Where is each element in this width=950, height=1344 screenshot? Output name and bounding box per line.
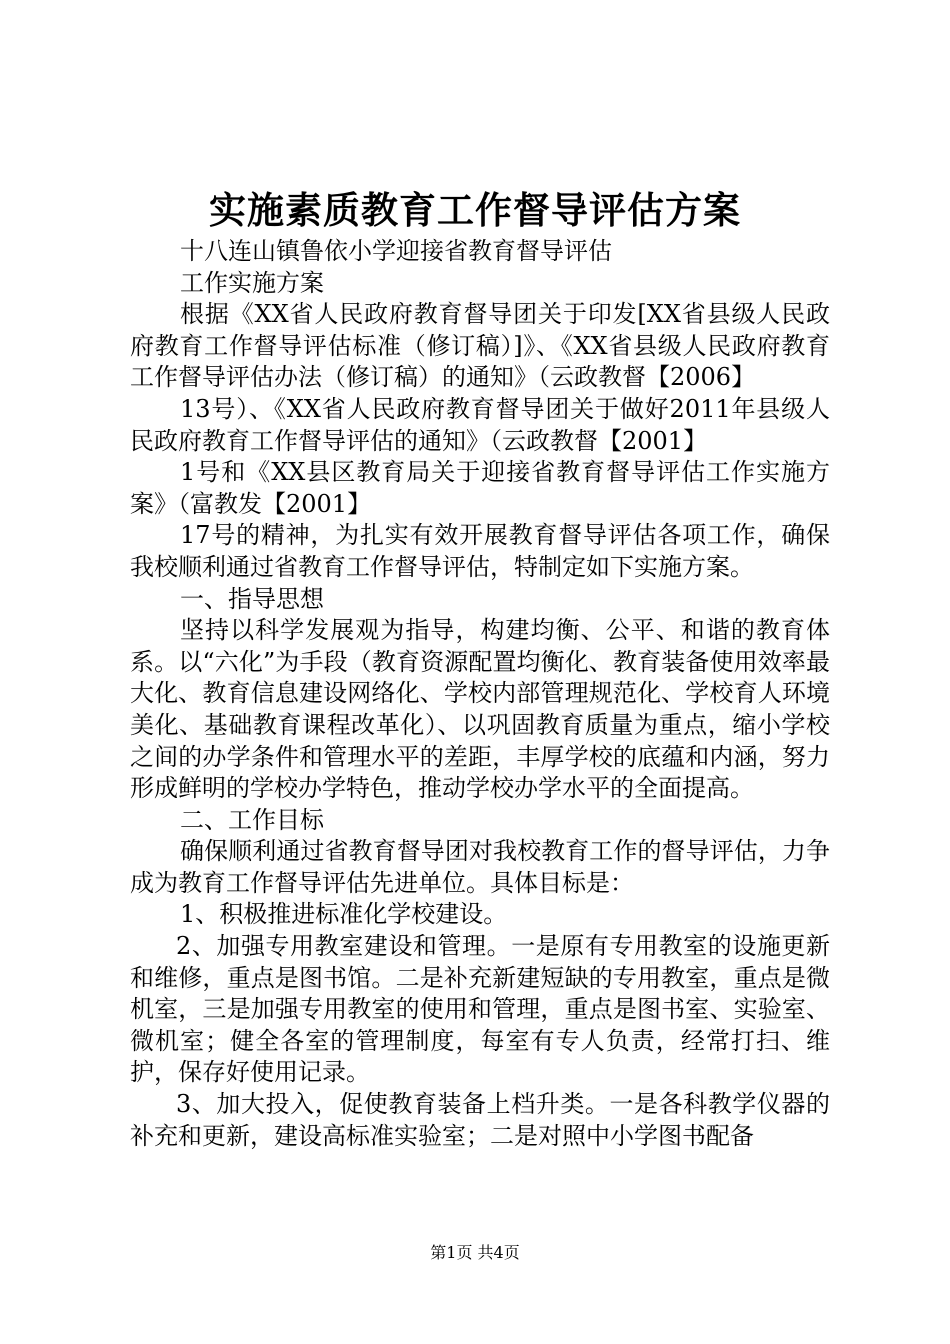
paragraph-subtitle-line-1: 十八连山镇鲁依小学迎接省教育督导评估	[180, 237, 612, 265]
paragraph-subtitle-line-2: 工作实施方案	[180, 268, 324, 297]
document-body	[130, 236, 830, 1152]
paragraph-basis-1: 根据《XX省人民政府教育督导团关于印发[XX省县级人民政府教育工作督导评估标准（修订稿）]》、《XX省县级人民政府教育工作督导评估办法（修订稿）的通知》（云政教督【2006】	[130, 300, 830, 392]
paragraph-basis-4: 17号的精神，为扎实有效开展教育督导评估各项工作，确保我校顺利通过省教育工作督导评估，特制定如下实施方案。	[130, 521, 830, 581]
section-heading-work-goals: 二、工作目标	[180, 805, 324, 834]
page-footer: 第1页 共4页	[430, 1243, 520, 1262]
list-item-goal-1: 1、积极推进标准化学校建设。	[180, 900, 508, 929]
document-title: 实施素质教育工作督导评估方案	[209, 188, 741, 232]
list-item-goal-3: 3、加大投入，促使教育装备上档升类。一是各科教学仪器的补充和更新，建设高标准实验室；二是对照中小学图书配备	[130, 1090, 830, 1150]
paragraph-basis-3: 1号和《XX县区教育局关于迎接省教育督导评估工作实施方案》（富教发【2001】	[130, 458, 830, 518]
paragraph-work-goals: 确保顺利通过省教育督导团对我校教育工作的督导评估，力争成为教育工作督导评估先进单位。具体目标是：	[130, 837, 830, 897]
section-heading-guiding-thought: 一、指导思想	[180, 584, 324, 613]
list-item-goal-2: 2、加强专用教室建设和管理。一是原有专用教室的设施更新和维修，重点是图书馆。二是补充新建短缺的专用教室，重点是微机室，三是加强专用教室的使用和管理，重点是图书室、实验室、微机室；健全各室的管理制度，每室有专人负责，经常打扫、维护，保存好使用记录。	[130, 932, 830, 1087]
paragraph-basis-2: 13号）、《XX省人民政府教育督导团关于做好2011年县级人民政府教育工作督导评估的通知》（云政教督【2001】	[130, 394, 830, 455]
paragraph-guiding-thought: 坚持以科学发展观为指导，构建均衡、公平、和谐的教育体系。以“六化”为手段（教育资源配置均衡化、教育装备使用效率最大化、教育信息建设网络化、学校内部管理规范化、学校育人环境美化、基础教育课程改革化）、以巩固教育质量为重点，缩小学校之间的办学条件和管理水平的差距，丰厚学校的底蕴和内涵，努力形成鲜明的学校办学特色，推动学校办学水平的全面提高。	[130, 616, 830, 803]
